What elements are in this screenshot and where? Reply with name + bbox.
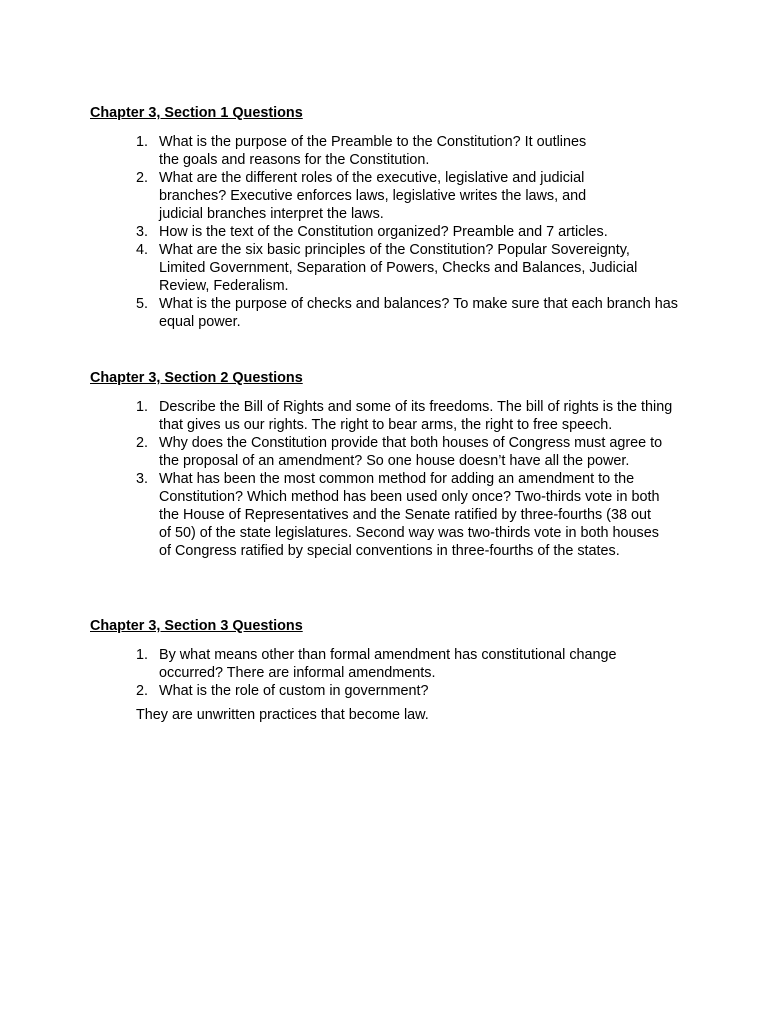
item-text: What is the purpose of the Preamble to the Constitution? It outlines the goals and reasons for the Constitution. [159,134,587,168]
item-text: Describe the Bill of Rights and some of its freedoms. The bill of rights is the thing that gives us our rights. The right to bear arms, the right to free speech. [159,399,673,433]
section-2 [90,369,690,560]
item-number: 1. [136,647,149,663]
section-3 [90,617,690,724]
list-item [90,470,664,560]
item-number: 1. [136,399,149,415]
section-heading: Chapter 3, Section 1 Questions [90,105,303,121]
list-item [90,295,679,331]
section-heading: Chapter 3, Section 3 Questions [90,618,303,634]
item-number: 2. [136,435,149,451]
item-text: Why does the Constitution provide that both houses of Congress must agree to the proposal of an amendment? So one house doesn’t have all the power. [159,435,663,469]
list-item [90,241,664,295]
list-item [90,398,677,434]
item-number: 5. [136,296,149,312]
item-text: What are the different roles of the executive, legislative and judicial branches? Executive enforces laws, legislative writes the laws, and judicial branches interpret the laws. [159,170,587,222]
question-list [90,646,690,700]
section-heading: Chapter 3, Section 2 Questions [90,370,303,386]
item-number: 1. [136,134,149,150]
list-item [90,169,614,223]
item-number: 3. [136,224,149,240]
list-item [90,646,649,682]
question-list [90,133,690,331]
list-item [90,434,674,470]
item-text: What are the six basic principles of the Constitution? Popular Sovereignty, Limited Government, Separation of Powers, Checks and Balances, Judicial Review, Federalism. [159,242,638,294]
item-text: What is the purpose of checks and balances? To make sure that each branch has equal power. [159,296,678,330]
item-number: 2. [136,170,149,186]
list-item [90,133,609,169]
item-text: What has been the most common method for adding an amendment to the Constitution? Which method has been used only once? Two-thirds vote in both the House of Representatives and the Senate ratified by three-fourths (38 out of 50) of the state legislatures. Second way was two-thirds vote in both houses of Congress ratified by special conventions in three-fourths of the states. [159,471,660,559]
question-list [90,398,690,560]
item-number: 4. [136,242,149,258]
item-text: How is the text of the Constitution organized? Preamble and 7 articles. [159,224,608,240]
item-number: 3. [136,471,149,487]
item-text: What is the role of custom in government? [159,683,429,699]
list-item [90,682,609,700]
item-number: 2. [136,683,149,699]
section-1 [90,104,690,331]
answer-note: They are unwritten practices that become law. [136,707,429,723]
item-text: By what means other than formal amendment has constitutional change occurred? There are informal amendments. [159,647,617,681]
list-item [90,223,609,241]
